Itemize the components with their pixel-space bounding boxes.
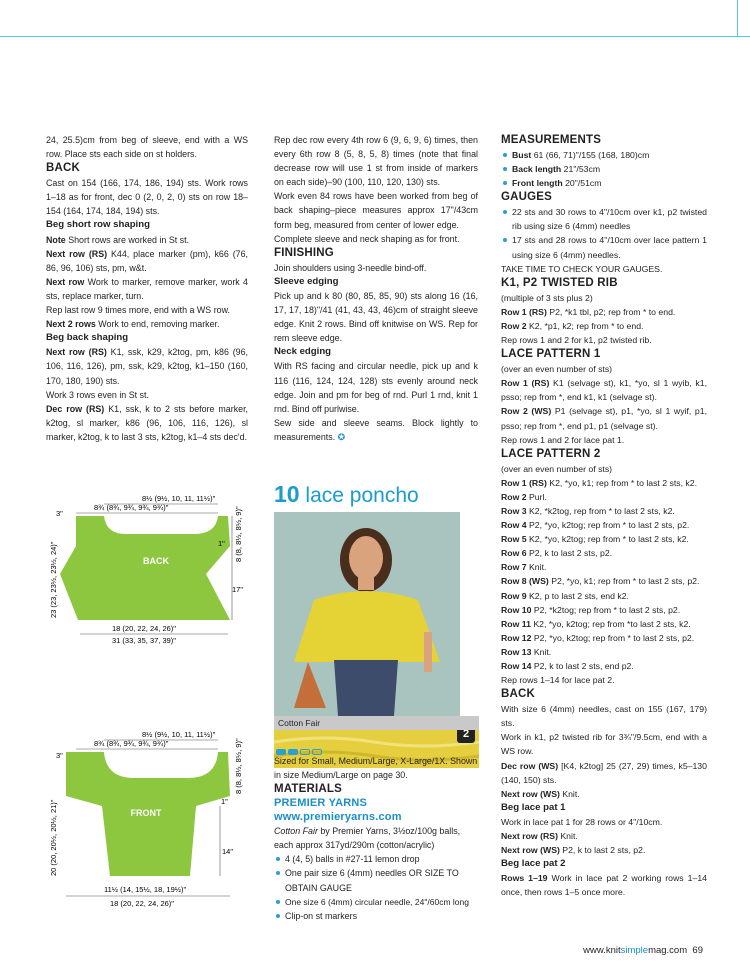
- page-number: 69: [692, 945, 703, 956]
- row-label: Next row (WS): [501, 845, 560, 856]
- lace-2-multiple: (over an even number of sts): [501, 463, 613, 474]
- row-text: K1, ssk, k29, k2tog, pm, k86 (96, 106, 116, 126), pm, ssk, k29, k2tog, k1–150 (160, 170, 180, 190) sts.: [46, 347, 248, 386]
- row-text: [K4, k2tog] 25 (27, 29) times, k5–130 (140, 150) sts.: [501, 760, 707, 785]
- material-item: One pair size 6 (4mm) needles OR SIZE TO OBTAIN GAUGE: [274, 866, 479, 894]
- lace-2-row: [501, 476, 707, 490]
- repeat-text: Rep last row 9 times more, end with a WS row.: [46, 305, 230, 316]
- poncho-back-heading: BACK: [501, 688, 536, 701]
- row-label: Row 12: [501, 632, 532, 643]
- bottom-width-label: 11½ (14, 15½, 18, 19½)": [104, 885, 187, 894]
- row-label: Row 2: [501, 320, 527, 331]
- total-length-label: 20 (20, 20½, 20½, 21)": [49, 799, 58, 876]
- next-row-3: [46, 317, 248, 331]
- column-1: [46, 133, 248, 444]
- beg-lace-1-text: Work in lace pat 1 for 28 rows or 4"/10cm.: [501, 816, 663, 827]
- item-value: 61 (66, 71)"/155 (168, 180)cm: [531, 150, 650, 160]
- front-schematic: [46, 730, 256, 915]
- waist-width-label: 18 (20, 22, 24, 26)": [112, 624, 176, 633]
- row-text: P2, *yo, k2tog; rep from * to last 2 sts, p2.: [531, 632, 695, 643]
- column-2-materials: [274, 754, 479, 923]
- corner-rule: [737, 0, 738, 37]
- lace-2-row: [501, 603, 707, 617]
- finishing-text: Join shoulders using 3-needle bind-off.: [274, 262, 427, 273]
- row-text: P2, k to last 2 sts, p2.: [526, 548, 613, 559]
- neck-width-label: 8¾ (8¾, 9¾, 9¾, 9¾)": [94, 739, 169, 748]
- yarn-weight-badge: 2: [457, 730, 475, 743]
- row-label: Next row (WS): [501, 788, 560, 799]
- row-text: P2, *k2tog; rep from * to last 2 sts, p2.: [531, 604, 681, 615]
- material-item: 4 (4, 5) balls in #27-11 lemon drop: [274, 852, 479, 866]
- row-label: Row 10: [501, 604, 532, 615]
- row-text: K2, *yo, k2tog; rep from * to last 2 sts, k2.: [526, 534, 689, 545]
- site-prefix: www.knit: [583, 945, 621, 956]
- material-item: Clip-on st markers: [274, 909, 479, 923]
- back-next-row-2: [501, 829, 707, 843]
- material-item: One size 6 (4mm) circular needle, 24"/60cm long: [274, 895, 479, 909]
- lace-1-row-2: [501, 404, 707, 432]
- yarn-details: by Premier Yarns, 3½oz/100g balls, each approx 317yd/290m (cotton/acrylic): [274, 826, 461, 851]
- row-text: Work to marker, remove marker, work 4 sts, replace marker, turn.: [46, 276, 248, 301]
- yarn-name: Cotton Fair: [274, 826, 318, 837]
- pattern-title: [274, 481, 419, 508]
- row-label: Row 14: [501, 661, 532, 671]
- row-label: Row 1 (RS): [501, 477, 547, 488]
- lace-1-repeat: Rep rows 1 and 2 for lace pat 1.: [501, 434, 625, 445]
- gauge-item: 22 sts and 30 rows to 4"/10cm over k1, p2 twisted rib using size 6 (4mm) needles: [501, 205, 707, 233]
- note: [46, 233, 248, 247]
- lace-2-row: [501, 645, 707, 659]
- rib-repeat: Rep rows 1 and 2 for k1, p2 twisted rib.: [501, 335, 652, 346]
- row-label: Row 2: [501, 491, 527, 502]
- back-rib: Work in k1, p2 twisted rib for 3¾"/9.5cm, end with a WS row.: [501, 732, 707, 757]
- row-text: K2, p to last 2 sts, end k2.: [526, 590, 629, 601]
- rows-1-19: [501, 871, 707, 899]
- row-label: Row 11: [501, 618, 531, 629]
- row-text: P2, *yo, k2tog; rep from * to last 2 sts, p2.: [526, 520, 690, 531]
- sleeve-depth-label: 8 (8, 8½, 8½, 9)": [234, 738, 243, 794]
- rib-row-2: [501, 319, 707, 333]
- yarn-label-bar: Cotton Fair: [274, 716, 479, 730]
- row-text: Knit.: [531, 646, 552, 657]
- back-schematic: [46, 488, 256, 653]
- lace-1-heading: LACE PATTERN 1: [501, 348, 601, 361]
- row-label: Row 3: [501, 505, 527, 516]
- lace-2-row: [501, 589, 707, 603]
- row-text: K2, *yo, k1; rep from * to last 2 sts, k2.: [546, 477, 698, 488]
- row-text: K2, *p1, k2; rep from * to end.: [526, 320, 644, 331]
- complete-text: Complete sleeve and neck shaping as for front.: [274, 233, 460, 244]
- lace-1-multiple: (over an even number of sts): [501, 364, 613, 375]
- note-label: Note: [46, 234, 66, 245]
- item-value: 21"/53cm: [561, 164, 601, 175]
- lace-2-row: [501, 631, 707, 645]
- neck-edging-heading: Neck edging: [274, 346, 332, 358]
- total-width-label: 18 (20, 22, 24, 26)": [110, 899, 174, 908]
- lace-2-row: [501, 546, 707, 560]
- back-cast-on: With size 6 (4mm) needles, cast on 155 (167, 179) sts.: [501, 704, 707, 729]
- row-label: Next row (RS): [501, 831, 558, 842]
- row-text: K1 (selvage st), k1, *yo, sl 1 wyib, k1, psso; rep from *, end k1, k1 (selvage st).: [501, 378, 707, 403]
- side-length-label: 17": [232, 585, 244, 594]
- row-text: Knit.: [559, 788, 580, 799]
- finishing-heading: FINISHING: [274, 246, 334, 259]
- item-label: Back length: [512, 164, 562, 175]
- row-text: K44, place marker (pm), k66 (76, 86, 96, 106) sts, pm, w&t.: [46, 248, 248, 273]
- lace-2-heading: LACE PATTERN 2: [501, 447, 601, 460]
- next-row-2: [46, 275, 248, 303]
- work-even-text: Work even 84 rows have been worked from beg of back shaping–piece measures approx 17"/43cm form beg, measured from center of lower edge.: [274, 191, 478, 230]
- note-text: Short rows are worked in St st.: [65, 234, 190, 245]
- row-label: Row 2 (WS): [501, 406, 552, 417]
- back-next-row-3: [501, 843, 707, 857]
- sew-label: Sew side and sleeve seams. Block lightly to measurements.: [274, 417, 478, 442]
- hem-width-label: 31 (33, 35, 37, 39)": [112, 636, 176, 645]
- brand-name: PREMIER YARNS: [274, 797, 368, 810]
- row-label: Next row (RS): [46, 347, 107, 358]
- lace-2-row: [501, 617, 707, 631]
- top-width-label: 8½ (9½, 10, 11, 11½)": [142, 494, 216, 503]
- item-label: Front length: [512, 178, 563, 189]
- row-text: K2, *yo, k2tog; rep from *to last 2 sts, k2.: [530, 618, 691, 629]
- row-label: Next row (RS): [46, 248, 108, 259]
- lace-2-row: [501, 574, 707, 588]
- short-row-heading: Beg short row shaping: [46, 219, 150, 231]
- intro-text: 24, 25.5)cm from beg of sleeve, end with a WS row. Place sts each side on st holders.: [46, 135, 248, 160]
- materials-heading: MATERIALS: [274, 783, 343, 796]
- rib-multiple: (multiple of 3 sts plus 2): [501, 292, 593, 303]
- row-text: Work to end, removing marker.: [95, 319, 220, 330]
- sleeve-edging-heading: Sleeve edging: [274, 275, 339, 287]
- lace-2-repeat: Rep rows 1–14 for lace pat 2.: [501, 675, 615, 686]
- front-length-item: [501, 176, 707, 190]
- row-label: Row 8 (WS): [501, 576, 549, 587]
- row-label: Row 5: [501, 534, 527, 545]
- row-label: Row 1 (RS): [501, 378, 550, 389]
- back-text: Cast on 154 (166, 174, 186, 194) sts. Work rows 1–18 as for front, dec 0 (2, 0, 2, 0) sts on row 18–154 (164, 174, 184, 194) sts.: [46, 178, 248, 217]
- top-rule: [0, 36, 750, 37]
- lace-1-row-1: [501, 376, 707, 404]
- back-label: BACK: [143, 556, 169, 566]
- lace-2-row: [501, 490, 707, 504]
- bust-item: [501, 148, 707, 162]
- neck-depth-label: 3": [56, 509, 63, 518]
- row-text: Work in lace pat 2 working rows 1–14 once, then rows 1–5 once more.: [501, 873, 707, 898]
- next-row-4: [46, 345, 248, 387]
- lace-2-rows: [501, 476, 707, 673]
- gauge-item: 17 sts and 28 rows to 4"/10cm over lace pattern 1 using size 6 (4mm) needles.: [501, 233, 707, 261]
- end-mark-icon: ✪: [337, 431, 346, 442]
- back-shaping-heading: Beg back shaping: [46, 332, 129, 344]
- lace-2-row: [501, 532, 707, 546]
- sleeve-depth-label: 8 (8, 8½, 8½, 9)": [234, 506, 243, 562]
- back-next-row-1: [501, 787, 707, 801]
- lace-2-row: [501, 659, 707, 673]
- row-label: Row 4: [501, 520, 527, 531]
- rib-row-1: [501, 305, 707, 319]
- top-width-label: 8½ (9½, 10, 11, 11½)": [142, 730, 216, 739]
- front-label: FRONT: [130, 808, 162, 818]
- shoulder-drop-label: 1": [221, 797, 228, 806]
- back-dec-row: [501, 759, 707, 787]
- page-footer: [583, 945, 703, 956]
- pattern-number: 10: [274, 481, 300, 507]
- row-label: Next 2 rows: [46, 319, 96, 330]
- row-text: K2, *k2tog, rep from * to last 2 sts, k2.: [526, 505, 675, 516]
- row-text: K1, ssk, k to 2 sts before marker, k2tog, sl marker, k86 (96, 106, 116, 126), sl marker, k2tog, k to last 3 sts, k2tog, k1–4 sts dec'd.: [46, 403, 248, 442]
- row-label: Row 7: [501, 562, 527, 573]
- yarn-description: [274, 824, 479, 852]
- row-text: Knit.: [557, 831, 578, 842]
- neck-width-label: 8¾ (8¾, 9¾, 9¾, 9¾)": [94, 503, 169, 512]
- neck-edging-text: With RS facing and circular needle, pick up and k 116 (116, 124, 124, 128) sts evenly around neck edge. Join and pm for beg of rnd. Purl 1 rnd, knit 1 rnd. Bind off purlwise.: [274, 361, 478, 414]
- row-label: Next row: [46, 276, 85, 287]
- total-length-label: 23 (23, 23½, 23½, 24)": [49, 541, 58, 618]
- item-label: Bust: [512, 150, 532, 160]
- neck-depth-label: 3": [56, 751, 63, 760]
- row-label: Dec row (RS): [46, 403, 105, 414]
- gauges-heading: GAUGES: [501, 191, 553, 204]
- work-even: Work 3 rows even in St st.: [46, 389, 149, 400]
- brand-url[interactable]: www.premieryarns.com: [274, 811, 402, 824]
- beg-lace-2-heading: Beg lace pat 2: [501, 858, 566, 870]
- row-label: Rows 1–19: [501, 873, 548, 884]
- row-text: P2, *yo, k1; rep from * to last 2 sts, p2.: [548, 576, 700, 587]
- rib-heading: K1, P2 TWISTED RIB: [501, 276, 618, 289]
- row-text: Purl.: [526, 491, 547, 502]
- sew-text: [274, 416, 478, 444]
- row-label: Dec row (WS): [501, 760, 559, 771]
- pattern-name: lace poncho: [299, 484, 419, 507]
- row-text: Knit.: [526, 562, 547, 573]
- beg-lace-1-heading: Beg lace pat 1: [501, 801, 566, 813]
- back-length-item: [501, 162, 707, 176]
- sleeve-edging-text: Pick up and k 80 (80, 85, 85, 90) sts along 16 (16, 17, 17, 18)"/41 (41, 43, 43, 46)cm of straight sleeve edge. Knit 2 rows. Bind off knitwise on WS. Rep for rem sleeve edge.: [274, 290, 478, 344]
- site-suffix: mag.com: [648, 945, 688, 956]
- lace-2-row: [501, 504, 707, 518]
- measurements-heading: MEASUREMENTS: [501, 134, 602, 146]
- dec-repeat-text: Rep dec row every 4th row 6 (9, 6, 9, 6) times, then every 6th row 8 (5, 8, 5, 8) times (note that final decrease row will use 1 st from inside of markers on each side)–90 (100, 110, 120, 130) sts.: [274, 135, 478, 188]
- row-text: P2, k to last 2 sts, p2.: [559, 845, 646, 856]
- back-heading: BACK: [46, 162, 81, 175]
- site-middle: simple: [620, 945, 649, 956]
- column-2: [274, 133, 478, 444]
- row-label: Row 9: [501, 590, 527, 601]
- lace-2-row: [501, 518, 707, 532]
- shoulder-drop-label: 1": [218, 539, 225, 548]
- row-text: P2, k to last 2 sts, end p2.: [531, 661, 634, 671]
- column-3: [501, 133, 707, 900]
- row-label: Row 13: [501, 646, 532, 657]
- row-label: Row 6: [501, 548, 527, 559]
- item-value: 20"/51cm: [562, 178, 602, 189]
- sizes-text: Sized for Small, Medium/Large, X-Large/1X. Shown in size Medium/Large on page 30.: [274, 756, 478, 781]
- row-text: P2, *k1 tbl, p2; rep from * to end.: [546, 306, 676, 317]
- model-photo: [274, 512, 460, 716]
- next-row-1: [46, 247, 248, 275]
- row-label: Row 1 (RS): [501, 306, 547, 317]
- side-length-label: 14": [222, 847, 234, 856]
- dec-row: [46, 402, 248, 444]
- lace-2-row: [501, 560, 707, 574]
- row-text: P1 (selvage st), p1, *yo, sl 1 wyif, p1, psso; rep from *, end p1, p1 (selvage st).: [501, 406, 708, 431]
- check-gauge-text: TAKE TIME TO CHECK YOUR GAUGES.: [501, 263, 663, 274]
